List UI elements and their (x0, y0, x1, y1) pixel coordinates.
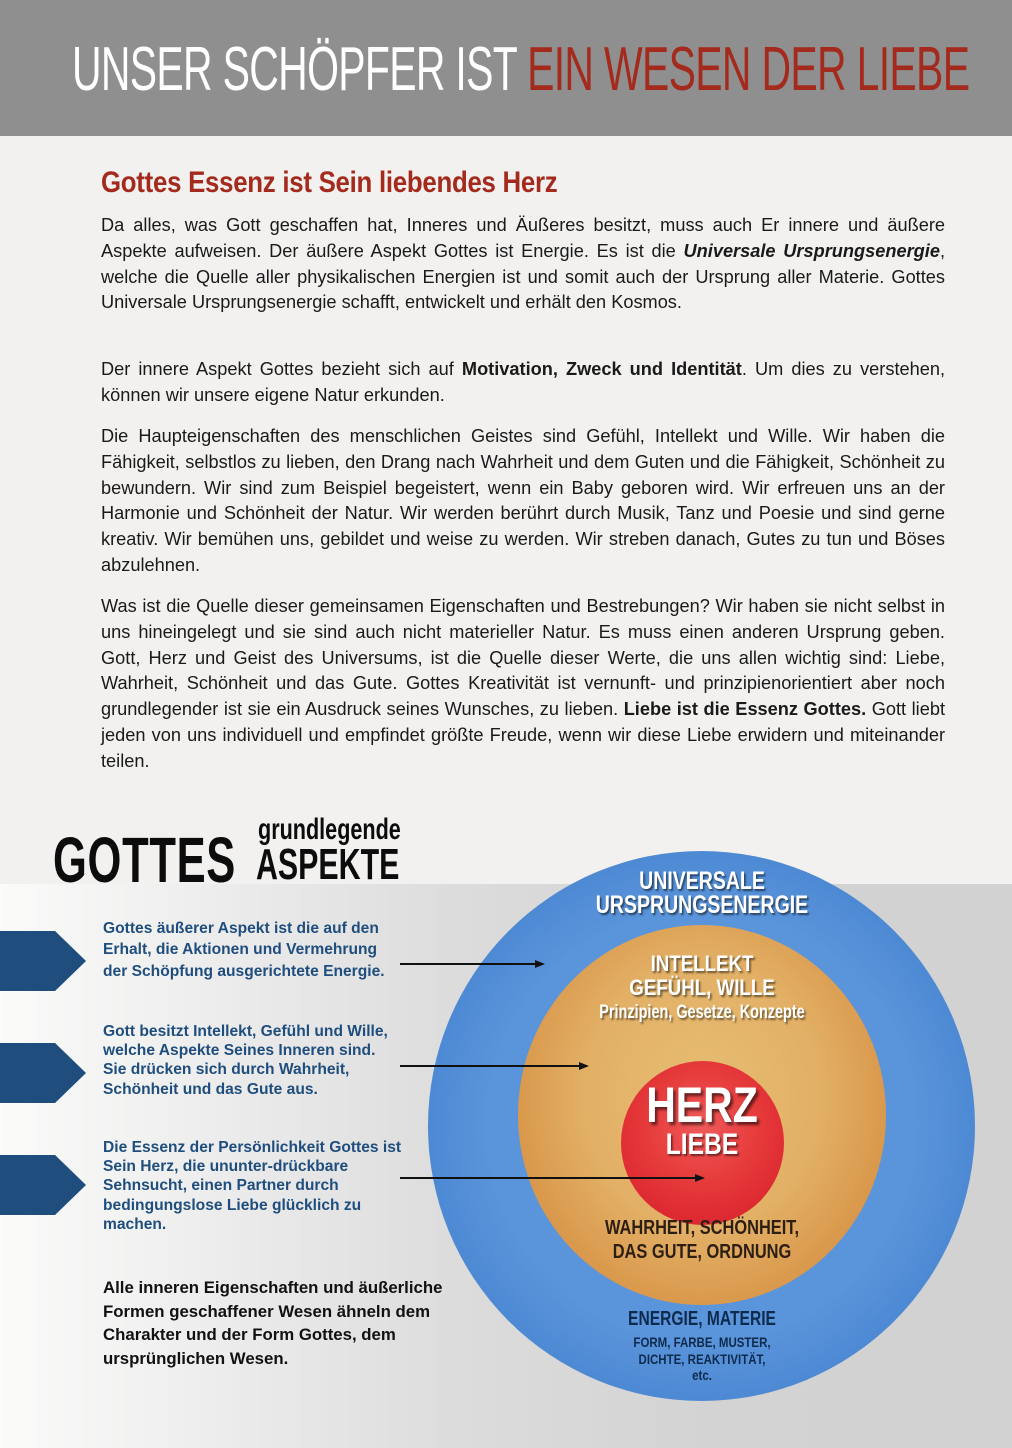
core-title: HERZ (646, 1077, 758, 1133)
page-title-white: UNSER SCHÖPFER IST (72, 35, 528, 104)
middle-ring-bottom-text (538, 1216, 866, 1264)
paragraph-2-text-a: Der innere Aspekt Gottes bezieht sich auf (101, 359, 462, 379)
paragraph-3: Die Haupteigenschaften des menschlichen Geistes sind Gefühl, Intellekt und Wille. Wir haben die Fähigkeit, selbstlos zu lieben, den Drang nach Wahrheit und dem Guten und die Fähigkeit, Schönheit zu bewundern. Wir sind zum Beispiel begeistert, wenn ein Baby geboren wird. Wir erfreuen uns an der Harmonie und Schönheit der Natur. Wir werden berührt durch Musik, Tanz und Poesie und sind gerne kreativ. Wir bemühen uns, gebildet und weise zu werden. Wir streben danach, Gutes zu tun und Böses abzulehnen. (101, 426, 945, 575)
core-subtitle: LIEBE (665, 1128, 739, 1161)
outer-ring-bottom-title: ENERGIE, MATERIE (628, 1308, 776, 1330)
paragraph-4-text-b: Gott liebt jeden von uns individuell und empfindet größte Freude, wenn wir diese Liebe erwidern und miteinander teilen. (101, 699, 945, 771)
paragraph-4-text-a: Was ist die Quelle dieser gemeinsamen Eigenschaften und Bestrebungen? Wir haben sie nicht selbst in uns hineingelegt und sie sind auch nicht materieller Natur. Es muss einen anderen Ursprung geben. Gott, Herz und Geist des Universums, ist die Quelle dieser Werte, die uns allen wichtig sind: Liebe, Wahrheit, Schönheit und das Gute. Gottes Kreativität ist vernunft- und prinzipienorientiert aber noch grundlegender ist sie ein Ausdruck seines Wunsches, zu lieben. (101, 596, 945, 720)
paragraph-4-emphasis: Liebe ist die Essenz Gottes. (623, 699, 867, 720)
paragraph-2 (101, 357, 945, 409)
paragraph-1-emphasis: Universale Ursprungsenergie (683, 240, 940, 261)
arrow-right-icon (400, 963, 543, 965)
aspects-title-aspekte: ASPEKTE (256, 840, 400, 889)
middle-ring-bottom-line2: DAS GUTE, ORDNUNG (612, 1241, 792, 1263)
section-heading: Gottes Essenz ist Sein liebendes Herz (101, 166, 558, 199)
paragraph-2-text-b: . Um dies zu verstehen, können wir unsere eigene Natur erkunden. (101, 359, 946, 405)
title-banner (0, 0, 1012, 136)
middle-ring-subtitle: Prinzipien, Gesetze, Konzepte (599, 1002, 805, 1023)
aspects-summary: Alle inneren Eigenschaften und äußerliche Formen geschaffener Wesen ähneln dem Charakter und der Form Gottes, dem ursprünglichen Wesen. (103, 1278, 443, 1368)
middle-ring-title-line1: INTELLEKT (650, 951, 754, 976)
outer-ring-title-line1: UNIVERSALE (639, 867, 765, 895)
page-title-red: EIN WESEN DER LIEBE (527, 35, 970, 104)
paragraph-1-text-a: Da alles, was Gott geschaffen hat, Inneres und Äußeres besitzt, muss auch Er innere und äußere Aspekte aufweisen. Der äußere Aspekt Gottes ist Energie. Es ist die (101, 215, 945, 261)
outer-ring-bottom-line1: FORM, FARBE, MUSTER, (633, 1334, 771, 1350)
outer-ring-title (546, 869, 858, 917)
aspect-note-outer: Gottes äußerer Aspekt ist die auf den Erhalt, die Aktionen und Vermehrung der Schöpfung ausgerichtete Energie. (103, 920, 385, 980)
outer-ring-title-line2: URSPRUNGSENERGIE (595, 891, 809, 919)
middle-ring-title (532, 952, 872, 1000)
paragraph-4 (101, 594, 945, 775)
middle-ring-title-line2: GEFÜHL, WILLE (629, 975, 775, 1000)
paragraph-1 (101, 213, 945, 316)
aspect-note-heart: Die Essenz der Persönlichkeit Gottes ist Sein Herz, die ununter-drückbare Sehnsucht, einen Partner durch bedingungslose Liebe glücklich zu machen. (103, 1139, 402, 1233)
aspects-title-grundlegende: grundlegende (258, 813, 401, 846)
arrow-right-icon (400, 1177, 703, 1179)
arrow-right-icon (400, 1065, 587, 1067)
outer-ring-bottom-line2: DICHTE, REAKTIVITÄT, (638, 1350, 766, 1367)
paragraph-2-emphasis: Motivation, Zweck und Identität (461, 359, 742, 379)
outer-ring-bottom-text (538, 1334, 866, 1384)
outer-ring-bottom-line3: etc. (692, 1367, 712, 1383)
paragraph-1-text-b: , welche die Quelle aller physikalischen Energien ist und somit auch der Ursprung aller Materie. Gottes Universale Ursprungsenergie schafft, entwickelt und erhält den Kosmos. (101, 240, 945, 313)
middle-ring-bottom-line1: WAHRHEIT, SCHÖNHEIT, (604, 1217, 800, 1239)
page-title (72, 34, 970, 106)
aspect-note-inner: Gott besitzt Intellekt, Gefühl und Wille, welche Aspekte Seines Inneren sind. Sie drücken sich durch Wahrheit, Schönheit und das Gute aus. (103, 1023, 388, 1098)
aspects-title-gottes: GOTTES (53, 824, 237, 896)
